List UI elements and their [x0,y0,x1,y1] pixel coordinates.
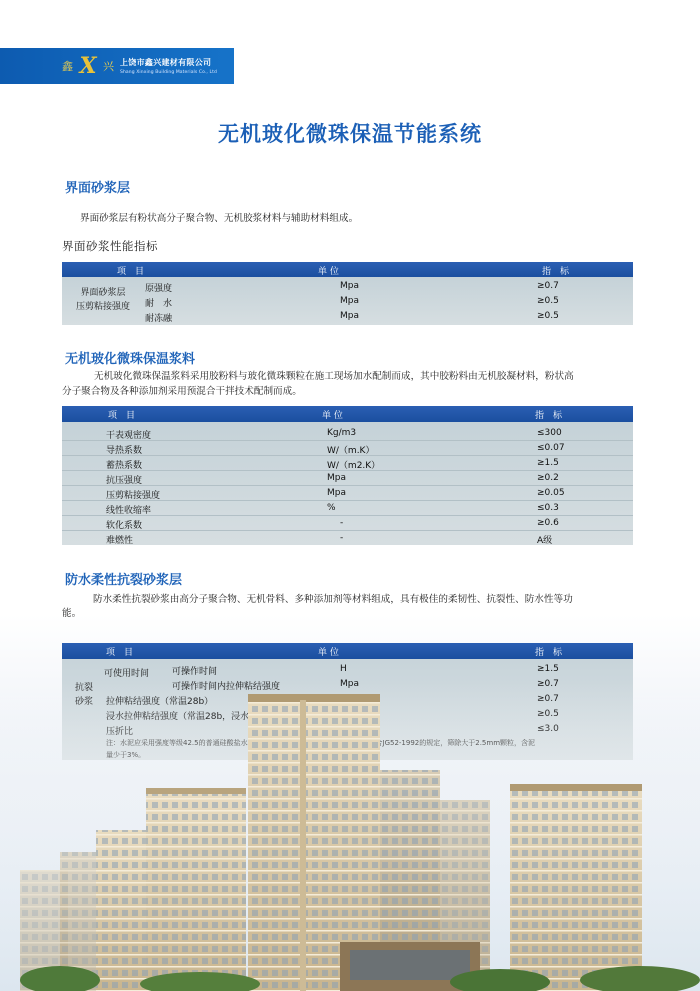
brand-bar [0,48,234,84]
row-value: ≥0.7 [537,281,559,291]
row-value: ≤300 [537,428,562,438]
row-unit: H [340,664,347,674]
row-item: 耐冻融 [145,314,173,324]
row-unit: Mpa [340,281,359,291]
row-unit: Mpa [327,488,346,498]
table-header [62,406,633,422]
group-label-line1: 界面砂浆层 [80,288,126,298]
table-row [62,471,633,486]
table-interface-mortar [62,262,633,325]
row-item: 线性收缩率 [106,506,152,516]
row-value: ≥1.5 [537,664,559,674]
row-item: 压剪粘接强度 [106,491,161,501]
table-header [62,262,633,277]
company-name-en: Shang Xinxing Building Materials Co., Ltd [120,70,217,75]
logo-char-right: 兴 [102,60,114,73]
table-row [62,426,633,441]
row-value: ≥1.5 [537,458,559,468]
row-item: 蓄热系数 [106,461,143,471]
section-title-crack-resistant-mortar: 防水柔性抗裂砂浆层 [65,573,183,588]
table-row [62,456,633,471]
row-unit: Kg/m3 [327,428,357,438]
col-header-item: 项 目 [117,267,145,277]
table-insulation-slurry [62,406,633,545]
col-header-item: 项 目 [106,648,134,658]
col-header-value: 指 标 [535,648,563,658]
row-value: ≤0.07 [537,443,565,453]
group-label-line2: 压剪粘接强度 [75,302,130,312]
row-value: ≥0.05 [537,488,565,498]
col-header-unit: 单 位 [318,648,339,658]
row-item: 干表观密度 [106,431,152,441]
section-title-interface-mortar: 界面砂浆层 [65,181,131,196]
page-title: 无机玻化微珠保温节能系统 [218,122,482,146]
col-header-unit: 单 位 [318,267,339,277]
section-desc-line2: 能。 [62,608,82,619]
table-row [62,662,633,677]
logo-mark-icon: X [79,53,97,79]
section-desc-line1: 防水柔性抗裂砂浆由高分子聚合物、无机骨料、多种添加剂等材料组成，具有极佳的柔韧性、抗裂性、防水性等功 [93,594,573,605]
table-row [62,501,633,516]
section-desc-line1: 无机玻化微珠保温浆料采用胶粉料与玻化微珠颗粒在施工现场加水配制而成，其中胶粉料由无机胶凝材料，粉状高 [94,371,574,382]
section-desc-interface-mortar: 界面砂浆层有粉状高分子聚合物、无机胶浆材料与辅助材料组成。 [80,213,359,224]
logo-char-left: 鑫 [62,60,73,73]
row-unit: - [340,533,344,543]
table-row [62,516,633,531]
table-body [62,277,633,325]
city-skyline-illustration [0,680,700,991]
table-row [62,441,633,456]
section-desc-line2: 分子聚合物及各种添加剂采用预混合干拌技术配制而成。 [62,386,302,397]
col-header-item: 项 目 [108,411,136,421]
row-item: 软化系数 [106,521,143,531]
col-header-value: 指 标 [542,267,570,277]
table-row [62,531,633,546]
row-unit: Mpa [340,311,359,321]
table-row [62,294,633,309]
row-item: 可操作时间 [172,667,218,677]
table-header [62,643,633,659]
row-unit: W/（m.K） [327,446,375,456]
company-name [120,57,217,75]
table-row [62,279,633,294]
company-logo [62,54,114,78]
row-unit: Mpa [340,296,359,306]
row-unit: W/（m2.K） [327,461,381,471]
row-value: ≥0.6 [537,518,559,528]
row-value: ≥0.5 [537,311,559,321]
row-unit: % [327,503,336,513]
table-caption-interface-mortar: 界面砂浆性能指标 [62,239,158,253]
row-item: 抗压强度 [106,476,143,486]
row-value: ≤0.3 [537,503,559,513]
sub-group-label: 可使用时间 [104,669,150,679]
row-value: ≥0.5 [537,296,559,306]
row-value: A级 [537,536,553,546]
row-item: 原强度 [145,284,173,294]
table-row [62,486,633,501]
col-header-value: 指 标 [535,411,563,421]
company-name-cn: 上饶市鑫兴建材有限公司 [120,58,212,67]
row-unit: - [340,518,344,528]
row-value: ≥0.2 [537,473,559,483]
row-item: 导热系数 [106,446,143,456]
row-item: 耐 水 [145,299,173,309]
col-header-unit: 单 位 [322,411,343,421]
table-row [62,309,633,324]
table-body [62,422,633,545]
row-item: 难燃性 [106,536,134,546]
section-title-insulation-slurry: 无机玻化微珠保温浆料 [65,352,196,367]
row-unit: Mpa [327,473,346,483]
